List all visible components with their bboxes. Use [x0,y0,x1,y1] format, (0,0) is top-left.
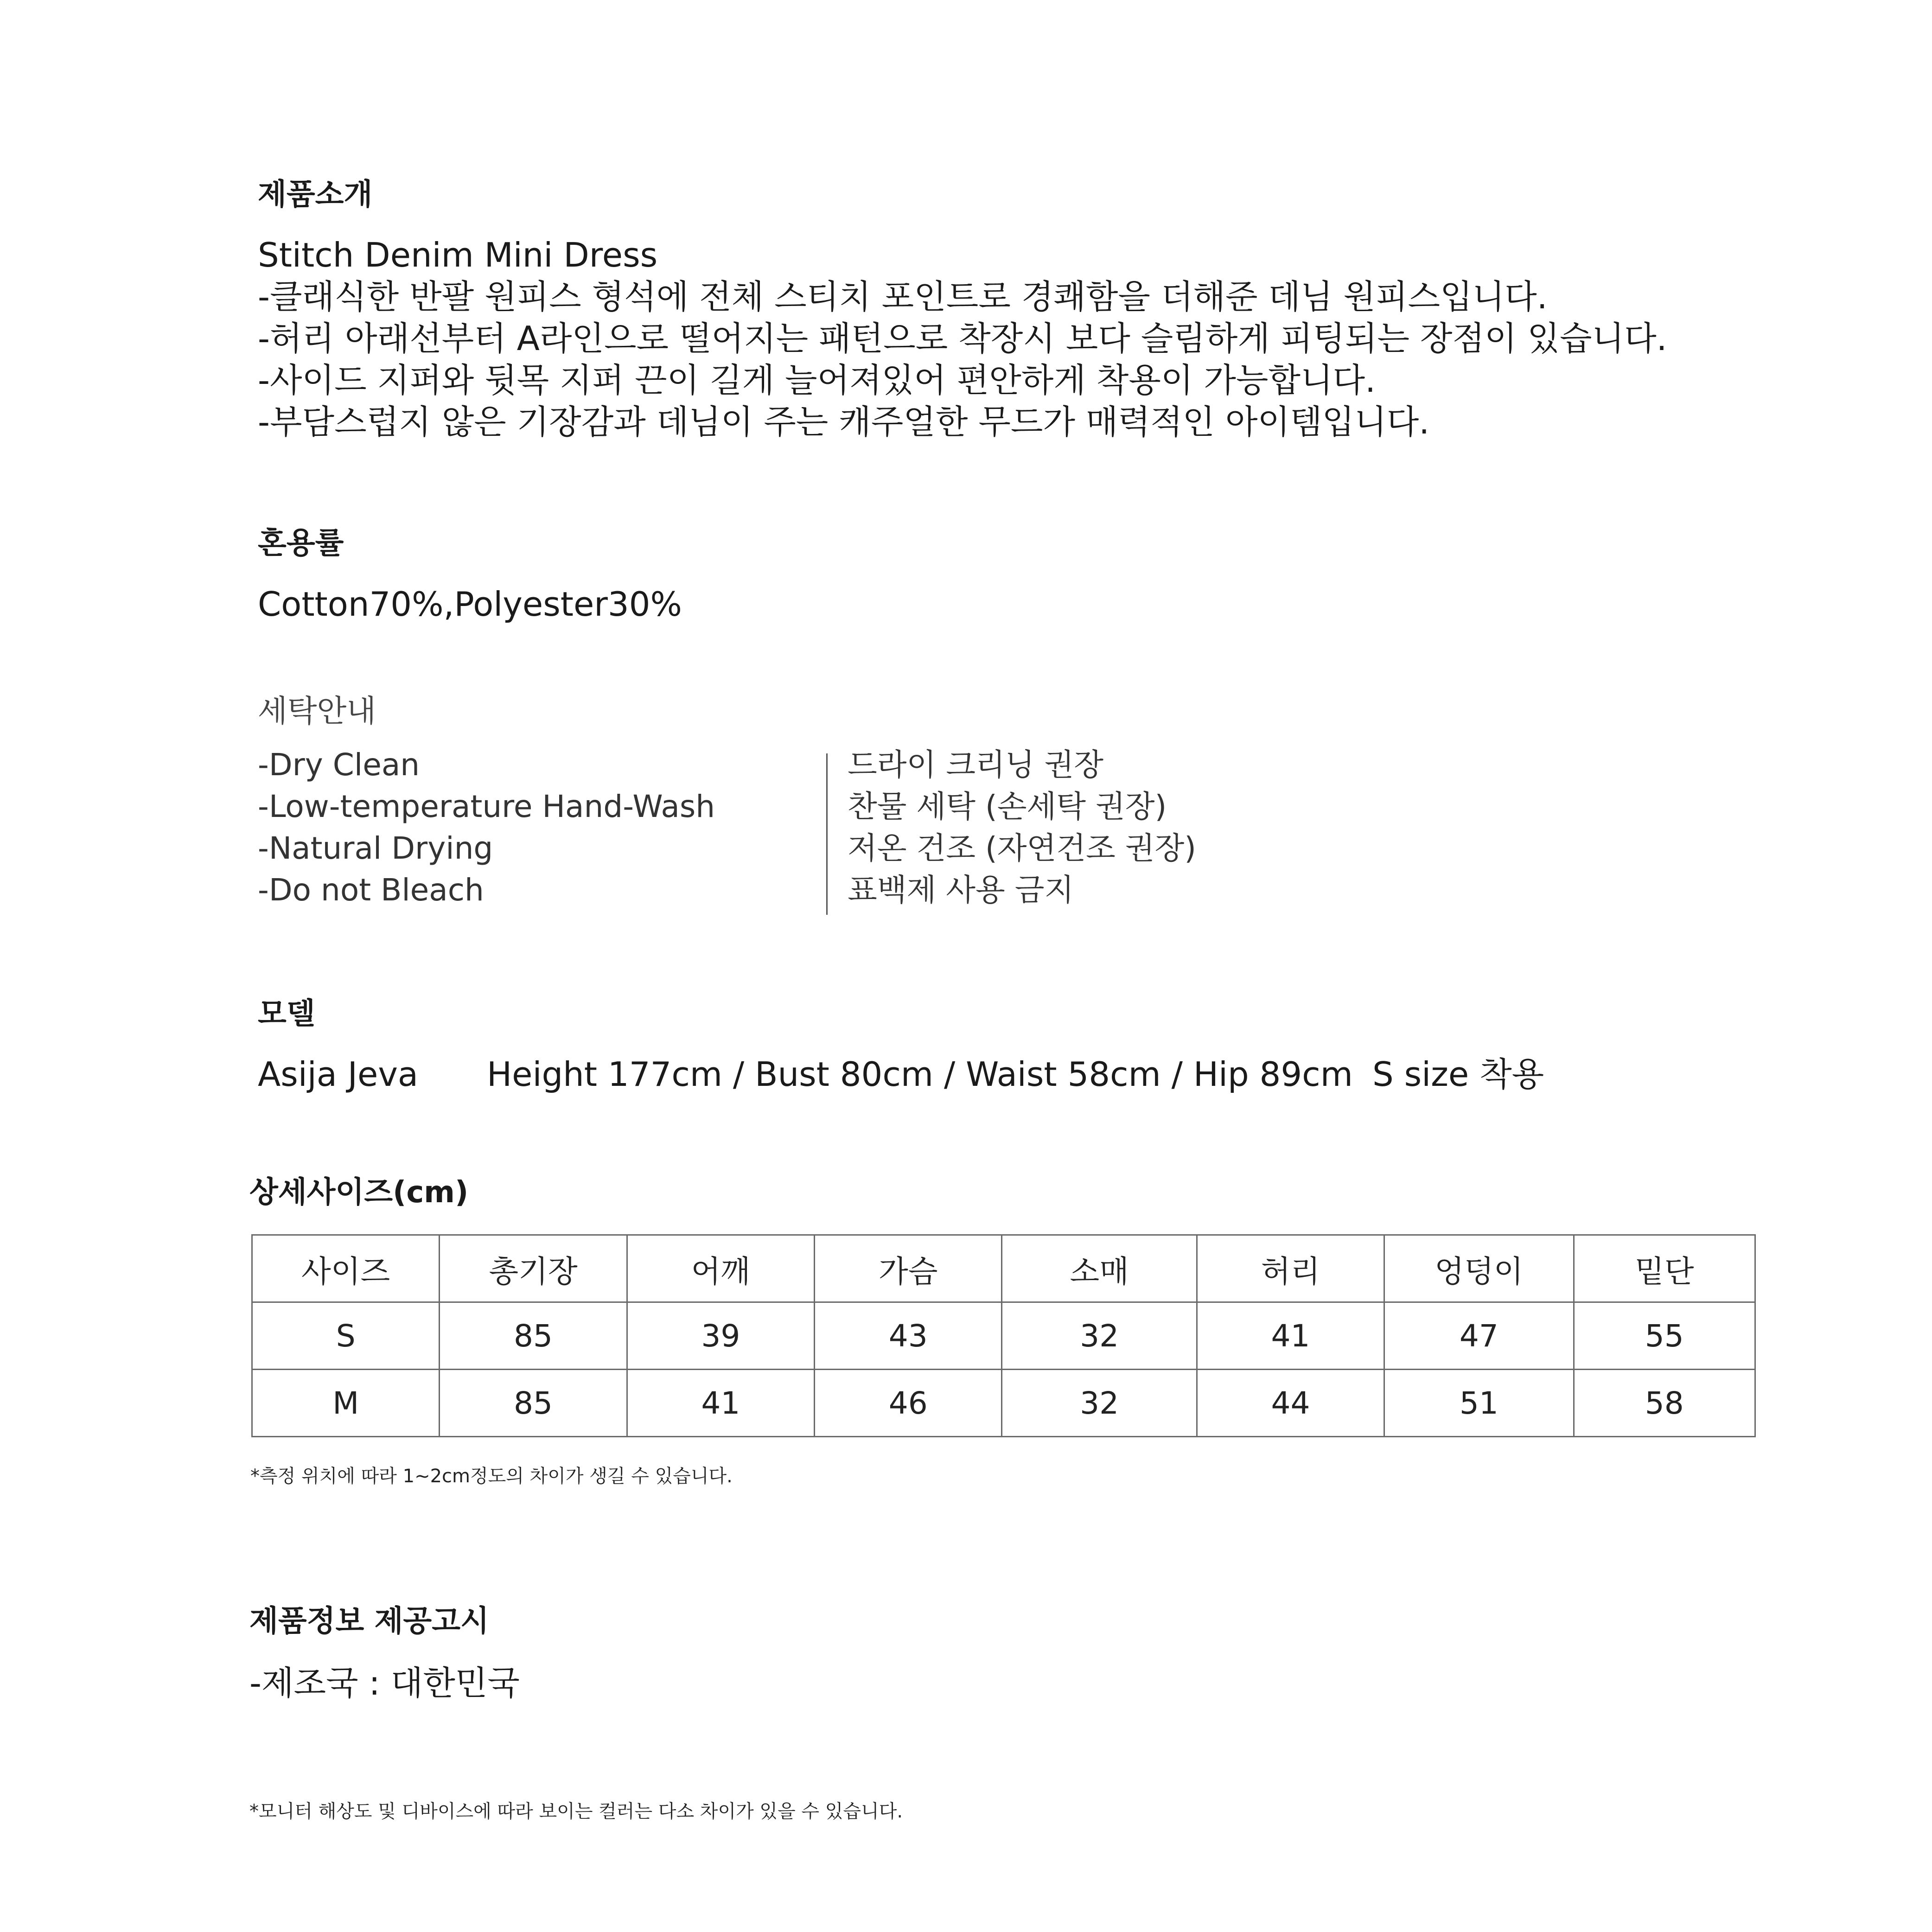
table-cell: 41 [1197,1302,1384,1370]
table-cell: 32 [1002,1302,1197,1370]
header-cell: 어깨 [627,1235,814,1302]
care-english-item: -Dry Clean [258,747,420,783]
product-name: Stitch Denim Mini Dress [258,236,658,274]
origin-country: -제조국 : 대한민국 [249,1664,520,1702]
table-cell: 43 [815,1302,1002,1370]
table-cell: 85 [440,1302,627,1370]
intro-heading: 제품소개 [258,178,373,212]
care-korean-item: 드라이 크리닝 권장 [848,747,1104,783]
intro-line: -사이드 지퍼와 뒷목 지퍼 끈이 길게 늘어져있어 편안하게 착용이 가능합니다. [258,361,1376,400]
size-chart-heading: 상세사이즈(cm) [249,1175,469,1210]
table-cell: M [252,1370,440,1437]
table-cell: 39 [627,1302,814,1370]
footer-note: *모니터 해상도 및 디바이스에 따라 보이는 컬러는 다소 차이가 있을 수 있습니다. [249,1801,903,1822]
intro-line: -허리 아래선부터 A라인으로 떨어지는 패턴으로 착장시 보다 슬림하게 피팅되는 장점이 있습니다. [258,319,1667,358]
header-cell: 소매 [1002,1235,1197,1302]
care-heading: 세탁안내 [258,693,376,729]
table-cell: S [252,1302,440,1370]
table-cell: 41 [627,1370,814,1437]
notice-heading: 제품정보 제공고시 [249,1604,489,1639]
composition-heading: 혼용률 [258,526,344,561]
table-header-row [252,1235,1755,1302]
model-name: Asija Jeva [258,1055,419,1094]
care-korean-item: 찬물 세탁 (손세탁 권장) [848,789,1167,824]
header-cell: 허리 [1197,1235,1384,1302]
table-cell: 47 [1384,1302,1574,1370]
table-cell: 32 [1002,1370,1197,1437]
care-english-item: -Low-temperature Hand-Wash [258,789,715,824]
composition-value: Cotton70%,Polyester30% [258,585,682,624]
model-measurements: Height 177cm / Bust 80cm / Waist 58cm / Hip 89cm [487,1055,1353,1094]
care-korean-item: 표백제 사용 금지 [848,872,1074,908]
care-korean-item: 저온 건조 (자연건조 권장) [848,830,1196,866]
model-size-worn: S size 착용 [1372,1055,1544,1094]
header-cell: 엉덩이 [1384,1235,1574,1302]
header-cell: 가슴 [815,1235,1002,1302]
table-row [252,1302,1755,1370]
intro-line: -부담스럽지 않은 기장감과 데님이 주는 캐주얼한 무드가 매력적인 아이템입니다. [258,402,1430,441]
table-cell: 46 [815,1370,1002,1437]
model-heading: 모델 [258,997,315,1031]
table-cell: 55 [1574,1302,1755,1370]
table-cell: 85 [440,1370,627,1437]
care-korean-list [848,744,1196,911]
header-cell: 총기장 [440,1235,627,1302]
care-english-list [258,744,715,911]
table-cell: 58 [1574,1370,1755,1437]
header-cell: 밑단 [1574,1235,1755,1302]
table-cell: 44 [1197,1370,1384,1437]
care-english-item: -Natural Drying [258,830,493,866]
table-row [252,1370,1755,1437]
header-cell: 사이즈 [252,1235,440,1302]
table-cell: 51 [1384,1370,1574,1437]
care-english-item: -Do not Bleach [258,872,484,908]
intro-line: -클래식한 반팔 원피스 형석에 전체 스티치 포인트로 경쾌함을 더해준 데님 원피스입니다. [258,277,1548,316]
care-divider [826,753,828,915]
intro-text [258,234,1667,443]
size-table [251,1234,1756,1437]
size-chart-note: *측정 위치에 따라 1~2cm정도의 차이가 생길 수 있습니다. [250,1466,733,1487]
